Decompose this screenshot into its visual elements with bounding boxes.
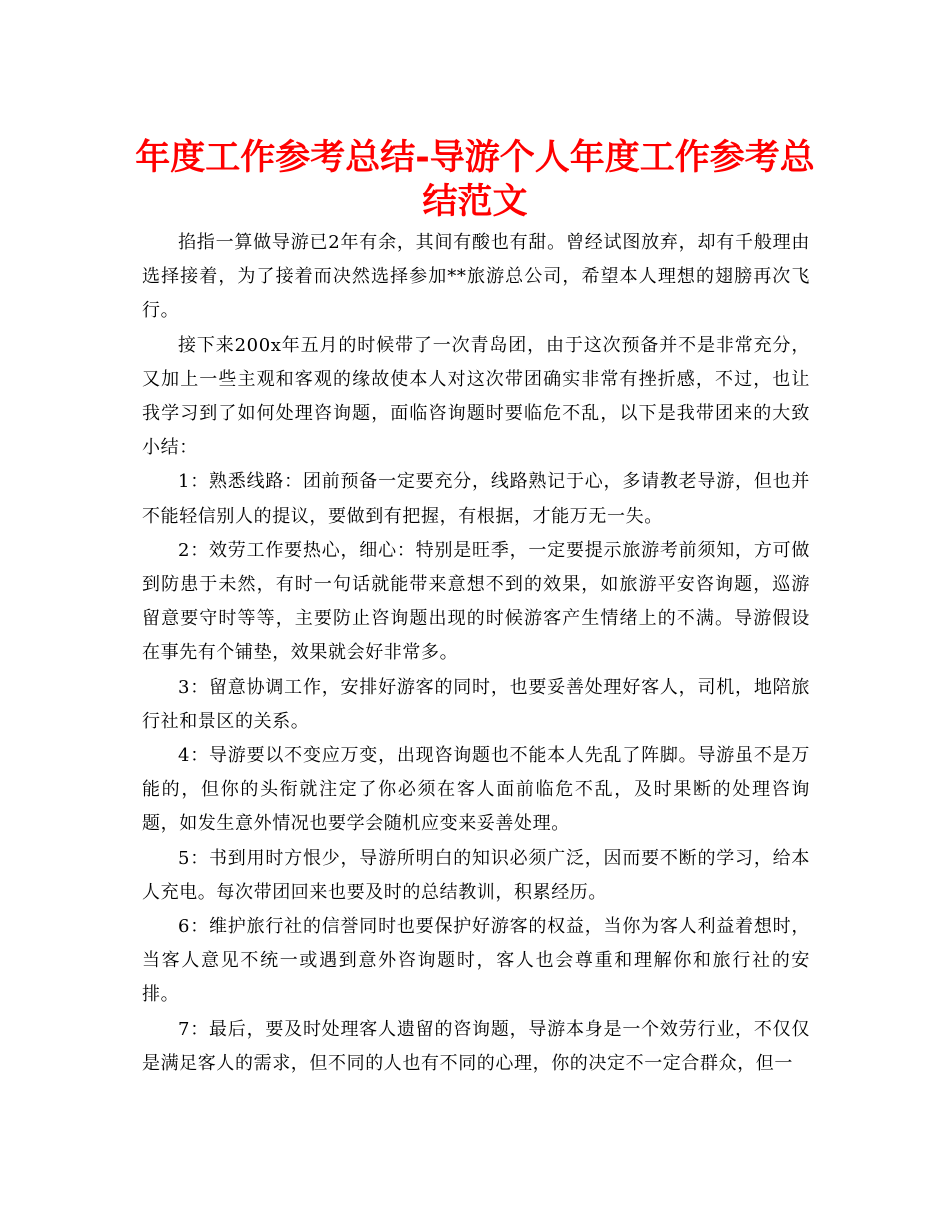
paragraph-point-4: 4：导游要以不变应万变，出现咨询题也不能本人先乱了阵脚。导游虽不是万能的，但你的头衔就注定了你必须在客人面前临危不乱，及时果断的处理咨询题，如发生意外情况也要学会随机应变来妥善处理。: [142, 745, 810, 835]
document-body: [142, 226, 810, 1081]
document-title: 年度工作参考总结-导游个人年度工作参考总结范文: [135, 138, 815, 222]
paragraph-background: 接下来200x年五月的时候带了一次青岛团，由于这次预备并不是非常充分，又加上一些主观和客观的缘故使本人对这次带团确实非常有挫折感，不过，也让我学习到了如何处理咨询题，面临咨询题时要临危不乱，以下是我带团来的大致小结：: [142, 334, 810, 459]
paragraph-intro: 掐指一算做导游已2年有余，其间有酸也有甜。曾经试图放弃，却有千般理由选择接着，为了接着而决然选择参加**旅游总公司，希望本人理想的翅膀再次飞行。: [142, 232, 810, 322]
paragraph-point-6: 6：维护旅行社的信誉同时也要保护好游客的权益，当你为客人利益着想时，当客人意见不统一或遇到意外咨询题时，客人也会尊重和理解你和旅行社的安排。: [142, 916, 810, 1006]
paragraph-point-3: 3：留意协调工作，安排好游客的同时，也要妥善处理好客人，司机，地陪旅行社和景区的关系。: [142, 676, 810, 732]
paragraph-point-1: 1：熟悉线路：团前预备一定要充分，线路熟记于心，多请教老导游，但也并不能轻信别人的提议，要做到有把握，有根据，才能万无一失。: [142, 471, 810, 527]
paragraph-point-2: 2：效劳工作要热心，细心：特别是旺季，一定要提示旅游考前须知，方可做到防患于未然，有时一句话就能带来意想不到的效果，如旅游平安咨询题，巡游留意要守时等等，主要防止咨询题出现的时候游客产生情绪上的不满。导游假设在事先有个铺垫，效果就会好非常多。: [142, 539, 810, 664]
paragraph-point-5: 5：书到用时方恨少，导游所明白的知识必须广泛，因而要不断的学习，给本人充电。每次带团回来也要及时的总结教训，积累经历。: [142, 847, 810, 903]
paragraph-point-7: 7：最后，要及时处理客人遗留的咨询题，导游本身是一个效劳行业，不仅仅是满足客人的需求，但不同的人也有不同的心理，你的决定不一定合群众，但一: [142, 1018, 810, 1074]
